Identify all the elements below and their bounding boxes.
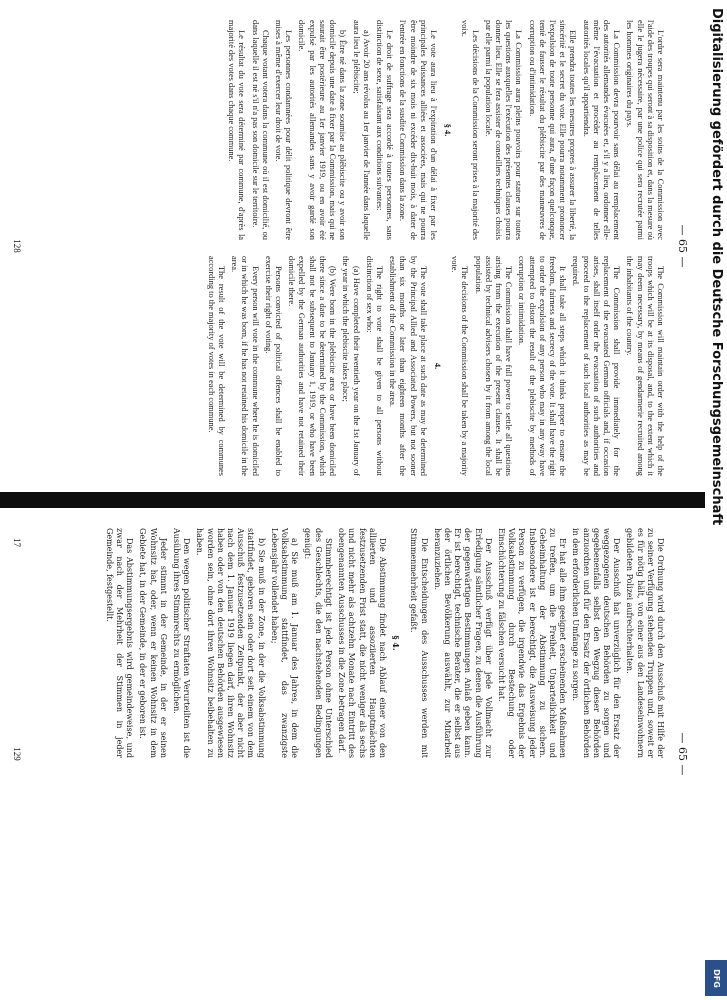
paragraph: Elle prendra toutes les mesures propres à assurer la liberté, la sincérité et le secret du vote. Elle pourra notamment prononcer l'expulsion de toute personne qui aura, d'une façon quelconque, tenté de fausser le résultat du plébiscite par des manœuvres de corruption ou d'intimidation.	[527, 20, 578, 240]
paragraph: Die Abstimmung findet nach Ablauf einer von den alliierten und assoziierten Hauptmächten festzusetzenden Frist statt, die nicht weniger als sechs und nicht mehr als achtzehn Monate nach Eintritt des obengenannten Ausschusses in die Zone betragen darf.	[337, 528, 387, 758]
paragraph: The Commission will maintain order with the help of the troops which will be at its disposal, and, to the extent which it may deem necessary, by means of gendarmerie recruited among the inhabitants of the country.	[625, 256, 665, 476]
paragraph: (a) Have completed their twentieth year on the 1st January of the year in which the plebiscite takes place;	[341, 256, 361, 476]
page-128	[0, 0, 705, 492]
page-footer-number: 129	[12, 747, 22, 761]
dfg-logo-text: DFG	[711, 968, 721, 988]
section-heading: § 4.	[391, 635, 402, 651]
page-number: — 65 —	[676, 224, 689, 268]
paragraph: La Commission devra pourvoir sans délai au remplacement des autorités allemandes évacuées et, s'il y a lieu, ordonner elle-même l'évacuation et procéder au remplacement de telles autorités locales qu'il appartiendra.	[581, 20, 622, 240]
paragraph: Den wegen politischer Straftaten Verurteilten ist die Ausübung ihres Stimmrechts zu ermöglichen.	[172, 528, 192, 758]
paragraph: Les décisions de la Commission seront prises à la majorité des voix.	[460, 20, 480, 240]
paragraph: The Commission shall provide immediately for the replacement of the evacuated German officials and, if occasion arises, shall itself order the evacuation of such authorities and proceed to the replacement of such local authorities as may be required.	[571, 256, 622, 476]
dfg-credit-text: Digitalisierung gefördert durch die Deutsche Forschungsgemeinschaft	[709, 8, 724, 526]
french-column	[65, 20, 665, 240]
paragraph: Das Abstimmungsergebnis wird gemeindeweise, und zwar nach der Mehrheit der Stimmen in jeder Gemeinde, festgestellt.	[104, 528, 135, 758]
paragraph: The decisions of the Commission shall be taken by a majority vote.	[450, 256, 470, 476]
paragraph: Jeder stimmt in der Gemeinde, in der er seinen Wohnsitz hat, oder, wenn er keinen Wohnsitz in dem Gebiete hat, in der Gemeinde, in der er geboren ist.	[138, 528, 168, 758]
paragraph: Le droit de suffrage sera accordé à toutes personnes, sans distinction de sexe, satisfaisant aux conditions suivantes:	[374, 20, 395, 240]
dfg-logo-icon	[705, 960, 727, 996]
paragraph: (b) Were born in the plebiscite area or have been domiciled there since a date to be determined by the Commission, which shall not be subsequent to January 1, 1919, or who have been expelled by the German authorities and have not retained their domicile there.	[287, 256, 338, 476]
paragraph: The result of the vote will be determined by communes according to the majority of votes in each commune.	[206, 256, 227, 476]
paragraph: Der Ausschuß hat unverzüglich für den Ersatz der weggezogenen deutschen Behörden zu sorgen und gegebenenfalls selbst den Wegzug dieser Behörden anzuordnen und für den Ersatz der örtlichen Behörden in dem erforderlichen Umfange zu sorgen.	[571, 528, 622, 758]
digitization-banner	[705, 0, 727, 1000]
paragraph: a) Sie muß am 1. Januar des Jahres, in dem die Volksabstimmung stattfindet, das zwanzigste Lebensjahr vollendet haben;	[269, 528, 300, 758]
paragraph: The Commission shall have full power to settle all questions arising from the execution of the present clauses. It shall be assisted by technical advisers chosen by it from among the local population.	[473, 256, 514, 476]
page-number: — 65 —	[676, 732, 689, 776]
section-heading: § 4.	[443, 123, 453, 137]
signature-mark: 17	[12, 538, 22, 547]
paragraph: b) Être né dans la zone soumise au plébiscite ou y avoir son domicile depuis une date à fixer par la Commission, mais qui ne saurait être postérieure au 1er janvier 1919, ou en avoir été expulsé par les autorités allemandes sans y avoir gardé son domicile.	[297, 20, 348, 240]
paragraph: It shall take all steps which it thinks proper to ensure the freedom, fairness and secrecy of the vote. It shall have the right to order the expulsion of any person who may in any way have attempted to distort the result of the plebiscite by methods of corruption or intimidation.	[517, 256, 568, 476]
paragraph: Chaque votant votera dans la commune où il est domicilié, ou dans laquelle il est né s'il n'a pas son domicile sur le territoire.	[250, 20, 270, 240]
page-gutter-shadow	[0, 492, 705, 508]
paragraph: The vote shall take place at such date as may be determined by the Principal Allied and Associated Powers, but not sooner than six months or later than eighteen months after the establishment of the Commission in the area.	[388, 256, 428, 476]
section-heading: 4.	[432, 362, 442, 370]
english-column	[65, 256, 665, 476]
paragraph: b) Sie muß in der Zone, in der die Volksabstimmung stattfindet, geboren sein oder dort seit einem von dem Ausschuß festzusetzenden Zeitpunkt, der aber nicht nach dem 1. Januar 1919 liegen darf, ihren Wohnsitz haben oder von den deutschen Behörden ausgewiesen worden sein, ohne dort ihren Wohnsitz beibehalten zu haben.	[195, 528, 266, 758]
paragraph: L'ordre sera maintenu par les soins de la Commission avec l'aide des troupes qui seront à sa disposition et, dans la mesure où elle le jugera nécessaire, par une police qui sera recrutée parmi les hommes originaires du pays.	[625, 20, 665, 240]
paragraph: Die Ordnung wird durch den Ausschuß mit Hilfe der zu seiner Verfügung stehenden Truppen und, soweit er es für nötig hält, von einer aus den Landeseinwohnern gebildeten Polizei aufrechterhalten.	[625, 528, 665, 758]
paragraph: La Commission aura pleins pouvoirs pour statuer sur toutes les questions auxquelles l'exécution des présentes clauses pourra donner lieu. Elle se fera assister de conseillers techniques choisis par elle parmi la population locale.	[483, 20, 524, 240]
paragraph: The right to vote shall be given to all persons without distinction of sex who:	[364, 256, 384, 476]
paragraph: a) Avoir 20 ans révolus au 1er janvier de l'année dans laquelle aura lieu le plébiscite;	[351, 20, 371, 240]
paragraph: Le vote aura lieu à l'expiration d'un délai à fixer par les principales Puissances alliées et associées, mais qui ne pourra être moindre de six mois ni excéder dix-huit mois, à dater de l'entrée en fonctions de la susdite Commission dans la zone.	[398, 20, 438, 240]
paragraph: Er hat alle ihm geeignet erscheinenden Maßnahmen zu treffen, um die Freiheit, Unparteilichkeit und Geheimhaltung der Abstimmung zu sichern. Insbesondere ist er berechtigt, die Ausweisung jeder Person zu verfügen, die irgendwie das Ergebnis der Volksabstimmung durch Bestechung oder Einschüchterung zu fälschen versucht hat.	[496, 528, 568, 758]
paragraph: Stimmberechtigt ist jede Person ohne Unterschied des Geschlechts, die den nachstehenden Bedingungen genügt:	[303, 528, 333, 758]
paragraph: Die Entscheidungen des Ausschusses werden mit Stimmenmehrheit gefaßt.	[409, 528, 429, 758]
paragraph: Der Ausschuß verfügt über jede Vollmacht zur Erledigung sämtlicher Fragen, zu denen die Ausführung der gegenwärtigen Bestimmungen Anlaß geben kann. Er ist berechtigt, technische Berater, die er selbst aus der örtlichen Bevölkerung auswählt, zur Mitarbeit heranzuziehen.	[432, 528, 493, 758]
paragraph: Every person will vote in the commune where he is domiciled or in which he was born, if he has not retained his domicile in the area.	[230, 256, 260, 476]
page-footer-number: 128	[12, 239, 22, 253]
paragraph: Les personnes condamnées pour délit politique devront être mises à même d'exercer leur droit de vote.	[274, 20, 294, 240]
german-column	[65, 528, 665, 758]
paragraph: Le résultat du vote sera déterminé par commune, d'après la majorité des votes dans chaque commune.	[227, 20, 247, 240]
page-129	[0, 508, 705, 1000]
paragraph: Persons convicted of political offences shall be enabled to exercise their right of voting.	[263, 256, 284, 476]
